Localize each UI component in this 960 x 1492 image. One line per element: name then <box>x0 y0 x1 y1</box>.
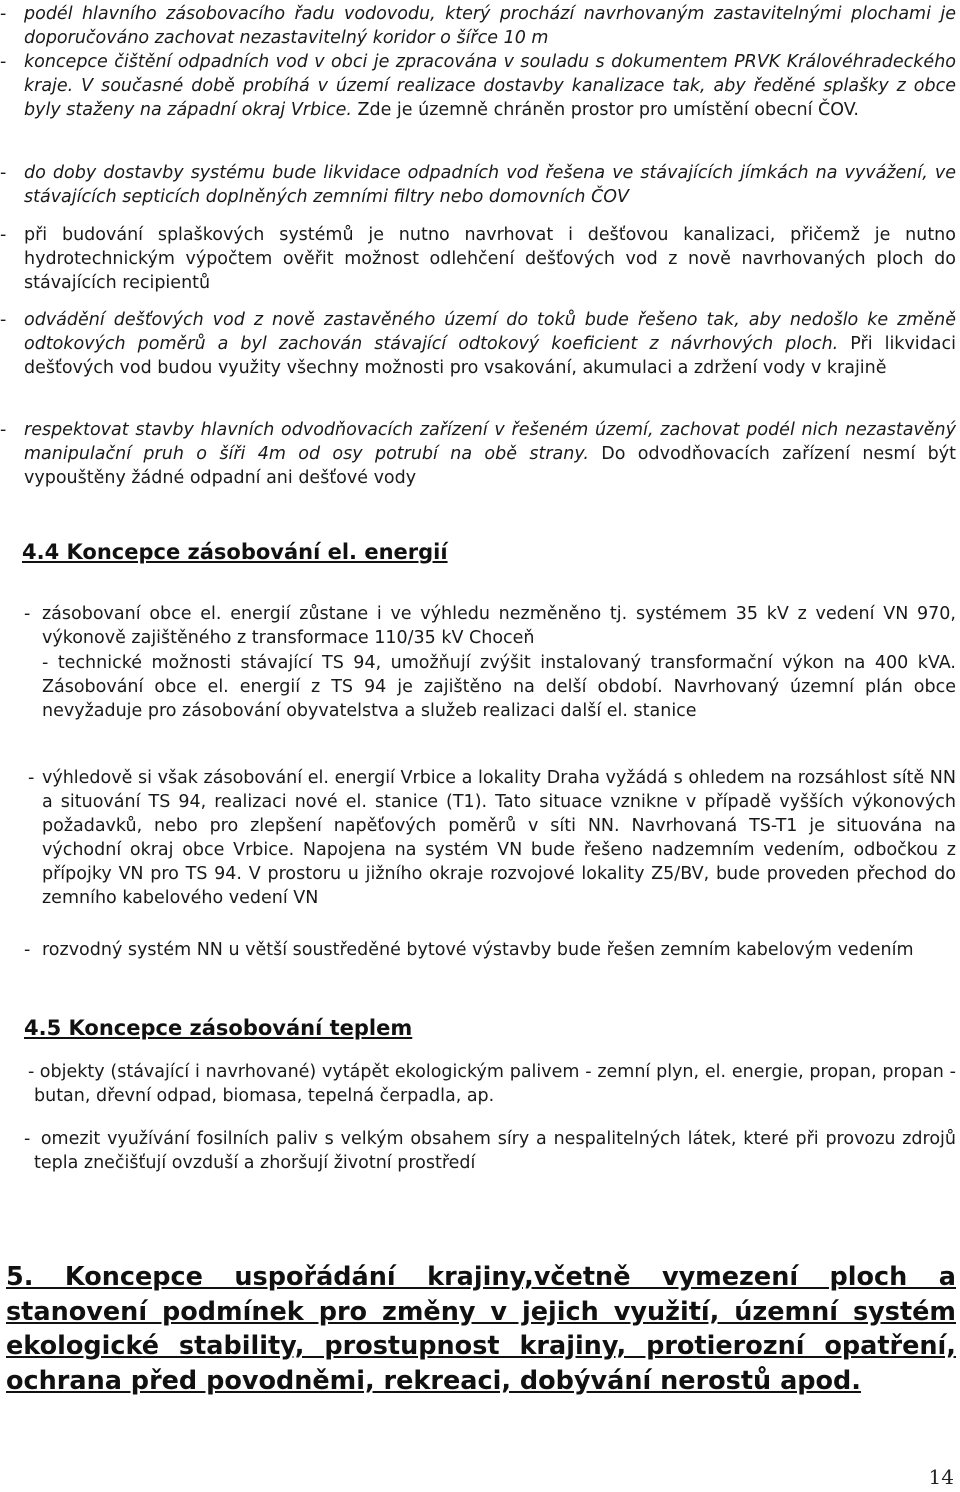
section-heading-heating: 4.5 Koncepce zásobování teplem <box>24 1016 413 1040</box>
bullet-dash: - <box>0 310 7 330</box>
paragraph-storm-sewer: - při budování splaškových systémů je nutno navrhovat i dešťovou kanalizaci, přičemž je nutno hydrotechnickým výpočtem ověřit možnost odlehčení dešťových vod z nově navrhovaných ploch do stávajících recipientů <box>0 225 956 293</box>
paragraph-drainage-structures: - respektovat stavby hlavních odvodňovacích zařízení v řešeném území, zachovat podél nich nezastavěný manipulační pruh o šíři 4m od osy potrubí na obě strany. Do odvodňovacích zařízení nesmí být vypouštěny žádné odpadní ani dešťové vody <box>0 420 956 488</box>
bullet-dash: - <box>28 768 35 788</box>
bullet-dash: - <box>28 1062 35 1082</box>
paragraph-wastewater-disposal: - do doby dostavby systému bude likvidace odpadních vod řešena ve stávajících jímkách na vyvážení, ve stávajících septicích doplněných zemními filtry nebo domovních ČOV <box>0 163 956 207</box>
paragraph-distribution-system: - rozvodný systém NN u větší soustředěné bytové výstavby bude řešen zemním kabelovým vedením <box>24 940 914 960</box>
chapter-heading-landscape: 5. Koncepce uspořádání krajiny,včetně vymezení ploch a stanovení podmínek pro změny v jejich využití, územní systém ekologické stability, prostupnost krajiny, protierozní opatření, ochrana před povodněmi, rekreaci, dobývání nerostů apod. <box>6 1262 956 1396</box>
bullet-dash: - <box>0 420 7 440</box>
paragraph-new-substation: - výhledově si však zásobování el. energií Vrbice a lokality Draha vyžádá s ohledem na rozsáhlost sítě NN a situování TS 94, realizaci nové el. stanice (T1). Tato situace vznikne v případě vyšších výkonových požadavků, nebo pro zlepšení napěťových poměrů v síti NN. Navrhovaná TS-T1 je situována na východní okraj obce Vrbice. Napojena na systém VN bude řešeno nadzemním vedením, odbočkou z přípojky VN pro TS 94. V prostoru u jižního okraje rozvojové lokality Z5/BV, bude proveden přechod do zemního kabelového vedení VN <box>28 768 956 908</box>
page-number: 14 <box>928 1465 954 1489</box>
bullet-dash: - <box>0 163 7 183</box>
bullet-dash: - <box>24 604 31 624</box>
paragraph-ts94-capacity: - technické možnosti stávající TS 94, umožňují zvýšit instalovaný transformační výkon na 400 kVA. Zásobování obce el. energií z TS 94 je zajištěno na delší období. Navrhovaný územní plán obce nevyžaduje pro zásobování obyvatelstva a služeb realizaci další el. stanice <box>42 653 956 721</box>
paragraph-rainwater-drainage: - odvádění dešťových vod z nově zastavěného území do toků bude řešeno tak, aby nedošlo ke změně odtokových poměrů a byl zachován stávající odtokový koeficient z návrhových ploch. Při likvidaci dešťových vod budou využity všechny možnosti pro vsakování, akumulaci a zdržení vody v krajině <box>0 310 956 378</box>
bullet-dash: - <box>0 225 7 245</box>
paragraph-sewage-concept: - koncepce čištění odpadních vod v obci je zpracována v souladu s dokumentem PRVK Královéhradeckého kraje. V současné době probíhá v území realizace dostavby kanalizace tak, aby ředěné splašky z obce byly staženy na západní okraj Vrbice. Zde je územně chráněn prostor pro umístění obecní ČOV. <box>0 52 956 120</box>
paragraph-heating-fuels: - objekty (stávající i navrhované) vytápět ekologickým palivem - zemní plyn, el. energie, propan, propan - butan, dřevní odpad, biomasa, tepelná čerpadla, ap. <box>28 1062 956 1106</box>
inline-dash: - <box>42 653 49 673</box>
bullet-dash: - <box>24 1129 31 1149</box>
bullet-dash: - <box>24 940 31 960</box>
paragraph-water-corridor: - podél hlavního zásobovacího řadu vodovodu, který prochází navrhovaným zastavitelnými plochami je doporučováno zachovat nezastavitelný koridor o šířce 10 m <box>0 4 956 48</box>
paragraph-fossil-fuels: - omezit využívání fosilních paliv s velkým obsahem síry a nespalitelných látek, které při provozu zdrojů tepla znečišťují ovzduší a zhoršují životní prostředí <box>24 1129 956 1173</box>
bullet-dash: - <box>0 52 7 72</box>
bullet-dash: - <box>0 4 7 24</box>
paragraph-electricity-supply: - zásobovaní obce el. energií zůstane i ve výhledu nezměněno tj. systémem 35 kV z vedení VN 970, výkonově zajištěného z transformace 110/35 kV Choceň <box>24 604 956 648</box>
section-heading-electricity: 4.4 Koncepce zásobování el. energií <box>22 540 448 564</box>
